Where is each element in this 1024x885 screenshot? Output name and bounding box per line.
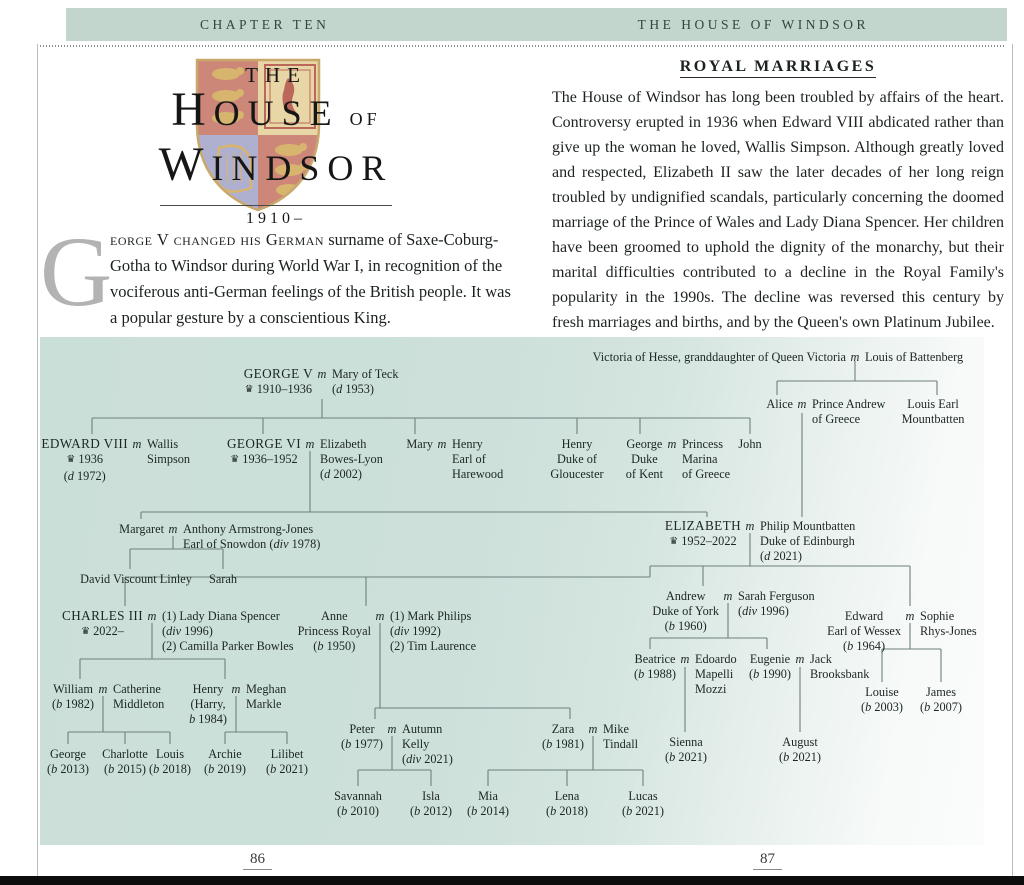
marriage-marker: m <box>850 350 860 364</box>
marriage-marker: m <box>905 609 915 623</box>
crown-icon: ♛ <box>669 535 679 547</box>
marriage-marker: m <box>147 609 157 623</box>
marriage-marker: m <box>795 652 805 666</box>
dotted-rule <box>40 45 1005 47</box>
marriage-marker: m <box>168 522 178 536</box>
marriage-marker: m <box>98 682 108 696</box>
page-number-left: 86 <box>243 851 272 870</box>
family-tree-panel: Victoria of Hesse, granddaughter of Queen Victoria m Louis of Battenberg GEORGE V ♛ 1910–1936 m Mary of Teck (d 1953) Alice m Prince Andrew of Greece Louis Earl Mountbatten EDWARD VIII ♛ 1936 (d 1972) m Wallis Simpson GEORGE VI ♛ 1936–1952 m Elizabeth Bowes-Lyon (d 2002) Mary m Henry Earl of Harewood Henry Duke of Gloucester George Duke of Kent m Princess Marina of Greece John Margaret m Anthony Armstrong-Jones Earl of Snowdon (div 1978) David Viscount Linley Sarah ELIZABETH ♛ 1952–2022 m Philip Mountbatten Duke of Edinburgh (d 2021) CHARLES III ♛ 2022– m (1) Lady Diana Spencer (div 1996) (2) Camilla Parker Bowles Anne Princess Royal (b 1950) m (1) Mark Philips (div 1992) (2) Tim Laurence Andrew Duke of York (b 1960) m Sarah Ferguson (div 1996) Edward Earl of Wessex (b 1964) m Sophie Rhys-Jones Beatrice (b 1988) m Edoardo Mapelli Mozzi Eugenie (b 1990) m Jack Brooksbank Louise (b 2003) James (b 2007) William (b 1982) m Catherine Middleton Henry (Harry, b 1984) m Meghan Markle Peter (b 1977) m Autumn Kelly (div 2021) Zara (b 1981) m Mike Tindall Sienna (b 2021) August (b 2021) George (b 2013) Charlotte (b 2015) Louis (b 2018) Archie (b 2019) Lilibet (b 2021) Savannah (b 2010) Isla (b 2012) Mia (b 2014) Lena (b 2018) Lucas (b 2021) <box>40 337 984 845</box>
title-dates: 1910– <box>246 210 306 227</box>
chapter-title-block <box>40 58 512 228</box>
marriage-marker: m <box>745 519 755 533</box>
marriage-marker: m <box>317 367 327 381</box>
page-edge-left <box>37 44 38 876</box>
intro-lead: eorge V changed his German <box>110 230 325 249</box>
page-bottom-bar <box>0 876 1024 885</box>
royal-marriages-article <box>552 58 1004 335</box>
chapter-header-band <box>66 8 1007 41</box>
marriage-marker: m <box>375 609 385 623</box>
marriage-marker: m <box>588 722 598 736</box>
page-edge-right <box>1012 44 1013 876</box>
chapter-label: CHAPTER TEN <box>200 16 330 32</box>
marriage-marker: m <box>680 652 690 666</box>
book-title-label: THE HOUSE OF WINDSOR <box>637 16 869 32</box>
article-body: The House of Windsor has long been troubled by affairs of the heart. Controversy erupted in 1936 when Edward VIII abdicated rather than give up the woman he loved, Wallis Simpson. Although greatly loved and respected, Elizabeth II saw the later decades of her long reign troubled by undignified scandals, particularly concerning the doomed marriage of the Prince of Wales and Lady Diana Spencer. Her children have been groomed to uphold the dignity of the monarchy, but their marital difficulties contributed to a decline in the Royal Family's popularity in the 1990s. The decline was reversed this century by fresh marriages and births, and by the Queen's own Platinum Jubilee. <box>552 89 1004 331</box>
crown-icon: ♛ <box>66 453 76 465</box>
marriage-marker: m <box>437 437 447 451</box>
intro-rest: surname of Saxe-Coburg-Gotha to Windsor during World War I, in recognition of the vociferous anti-German feelings of the British people. It was a popular gesture by a conscientious King. <box>110 230 511 327</box>
marriage-marker: m <box>797 397 807 411</box>
title-of: OF <box>349 109 381 129</box>
title-windsor: WINDSOR <box>158 139 394 191</box>
marriage-marker: m <box>723 589 733 603</box>
title-house: HOUSE <box>171 84 340 136</box>
title-house-of <box>40 84 512 143</box>
crown-icon: ♛ <box>230 453 240 465</box>
crown-icon: ♛ <box>244 383 254 395</box>
marriage-marker: m <box>231 682 241 696</box>
article-heading: ROYAL MARRIAGES <box>552 58 1004 76</box>
dropcap-g: G <box>40 216 113 327</box>
page-number-right: 87 <box>753 851 782 870</box>
marriage-marker: m <box>132 437 142 451</box>
marriage-marker: m <box>667 437 677 451</box>
marriage-marker: m <box>305 437 315 451</box>
title-windsor-line <box>40 139 512 198</box>
crown-icon: ♛ <box>81 625 91 637</box>
title-rule <box>160 205 392 206</box>
title-the: THE <box>245 63 307 87</box>
marriage-marker: m <box>387 722 397 736</box>
